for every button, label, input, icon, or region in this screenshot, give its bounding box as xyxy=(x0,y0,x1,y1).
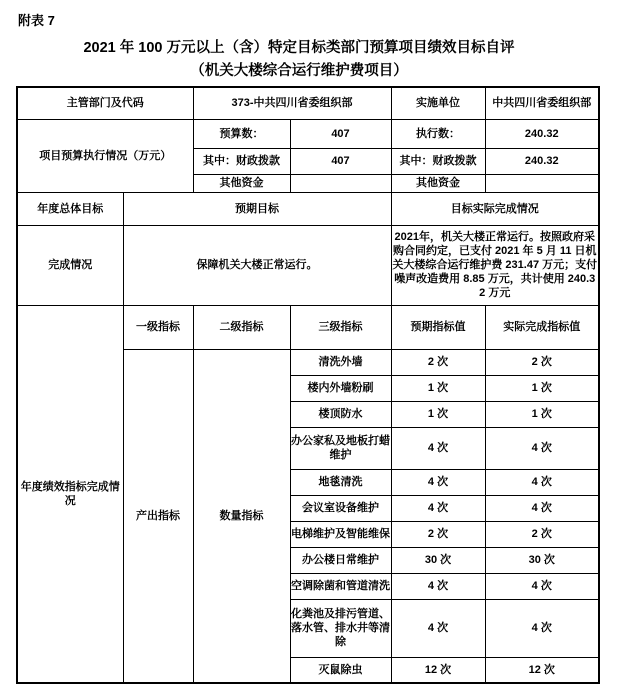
dept-label: 主管部门及代码 xyxy=(17,87,193,119)
indicator-name-cell: 电梯维护及智能维保 xyxy=(290,521,391,547)
page-subtitle: （机关大楼综合运行维护费项目） xyxy=(190,63,408,79)
actual-value-header: 实际完成指标值 xyxy=(485,305,599,349)
indicator-name-cell: 办公家私及地板打蜡维护 xyxy=(290,427,391,469)
indicator-expected-cell: 2 次 xyxy=(391,521,485,547)
actual-goal-text: 2021年，机关大楼正常运行。按照政府采购合同约定，已支付 2021 年 5 月 11 日机关大楼综合运行维护费 231.47 万元；支付噪声改造费用 8.85 万元，共计使用 240.32 万元 xyxy=(391,225,599,305)
indicator-expected-cell: 1 次 xyxy=(391,375,485,401)
indicator-name-cell: 会议室设备维护 xyxy=(290,495,391,521)
budget-fiscal-label: 其中：财政拨款 xyxy=(193,148,290,174)
expected-goal-text: 保障机关大楼正常运行。 xyxy=(123,225,391,305)
dept-value: 373-中共四川省委组织部 xyxy=(193,87,391,119)
annual-goal-header-row xyxy=(17,192,599,225)
level1-value: 产出指标 xyxy=(123,349,193,683)
budget-other-label: 其他资金 xyxy=(193,174,290,192)
indicator-expected-cell: 12 次 xyxy=(391,657,485,683)
indicator-section-label: 年度绩效指标完成情况 xyxy=(17,305,123,683)
indicator-expected-cell: 30 次 xyxy=(391,547,485,573)
indicator-name-cell: 楼内外墙粉刷 xyxy=(290,375,391,401)
budget-fiscal-value: 407 xyxy=(290,148,391,174)
level1-header: 一级指标 xyxy=(123,305,193,349)
indicator-expected-cell: 4 次 xyxy=(391,599,485,657)
indicator-actual-cell: 4 次 xyxy=(485,573,599,599)
budget-amount-label: 预算数： xyxy=(193,119,290,148)
impl-unit-value: 中共四川省委组织部 xyxy=(485,87,599,119)
completion-label: 完成情况 xyxy=(17,225,123,305)
exec-other-value xyxy=(485,174,599,192)
expected-goal-header: 预期目标 xyxy=(123,192,391,225)
exec-amount-label: 执行数： xyxy=(391,119,485,148)
level2-value: 数量指标 xyxy=(193,349,290,683)
budget-section-label: 项目预算执行情况（万元） xyxy=(17,119,193,192)
indicator-actual-cell: 4 次 xyxy=(485,599,599,657)
indicator-actual-cell: 4 次 xyxy=(485,427,599,469)
actual-goal-header: 目标实际完成情况 xyxy=(391,192,599,225)
page-title: 2021 年 100 万元以上（含）特定目标类部门预算项目绩效目标自评 xyxy=(83,40,515,56)
dept-row xyxy=(17,87,599,119)
indicator-expected-cell: 4 次 xyxy=(391,469,485,495)
level3-header: 三级指标 xyxy=(290,305,391,349)
budget-amount-value: 407 xyxy=(290,119,391,148)
indicator-name-cell: 楼顶防水 xyxy=(290,401,391,427)
impl-unit-label: 实施单位 xyxy=(391,87,485,119)
exec-fiscal-label: 其中：财政拨款 xyxy=(391,148,485,174)
indicator-actual-cell: 1 次 xyxy=(485,375,599,401)
evaluation-table xyxy=(16,86,600,684)
indicator-name-cell: 空调除菌和管道清洗 xyxy=(290,573,391,599)
indicator-actual-cell: 12 次 xyxy=(485,657,599,683)
indicator-expected-cell: 4 次 xyxy=(391,573,485,599)
exec-amount-value: 240.32 xyxy=(485,119,599,148)
budget-other-value xyxy=(290,174,391,192)
indicator-actual-cell: 1 次 xyxy=(485,401,599,427)
indicator-actual-cell: 4 次 xyxy=(485,495,599,521)
exec-other-label: 其他资金 xyxy=(391,174,485,192)
indicator-name-cell: 灭鼠除虫 xyxy=(290,657,391,683)
indicator-expected-cell: 1 次 xyxy=(391,401,485,427)
indicator-header-row xyxy=(17,305,599,349)
budget-row-1 xyxy=(17,119,599,148)
annex-label: 附表 7 xyxy=(18,13,55,28)
indicator-name-cell: 化粪池及排污管道、落水管、排水井等清除 xyxy=(290,599,391,657)
expected-value-header: 预期指标值 xyxy=(391,305,485,349)
indicator-name-cell: 地毯清洗 xyxy=(290,469,391,495)
indicator-name-cell: 办公楼日常维护 xyxy=(290,547,391,573)
indicator-actual-cell: 2 次 xyxy=(485,349,599,375)
exec-fiscal-value: 240.32 xyxy=(485,148,599,174)
indicator-name-cell: 清洗外墙 xyxy=(290,349,391,375)
indicator-actual-cell: 30 次 xyxy=(485,547,599,573)
indicator-expected-cell: 4 次 xyxy=(391,427,485,469)
indicator-actual-cell: 2 次 xyxy=(485,521,599,547)
indicator-actual-cell: 4 次 xyxy=(485,469,599,495)
level2-header: 二级指标 xyxy=(193,305,290,349)
indicator-expected-cell: 4 次 xyxy=(391,495,485,521)
indicator-expected-cell: 2 次 xyxy=(391,349,485,375)
annual-goal-label: 年度总体目标 xyxy=(17,192,123,225)
completion-row xyxy=(17,225,599,305)
